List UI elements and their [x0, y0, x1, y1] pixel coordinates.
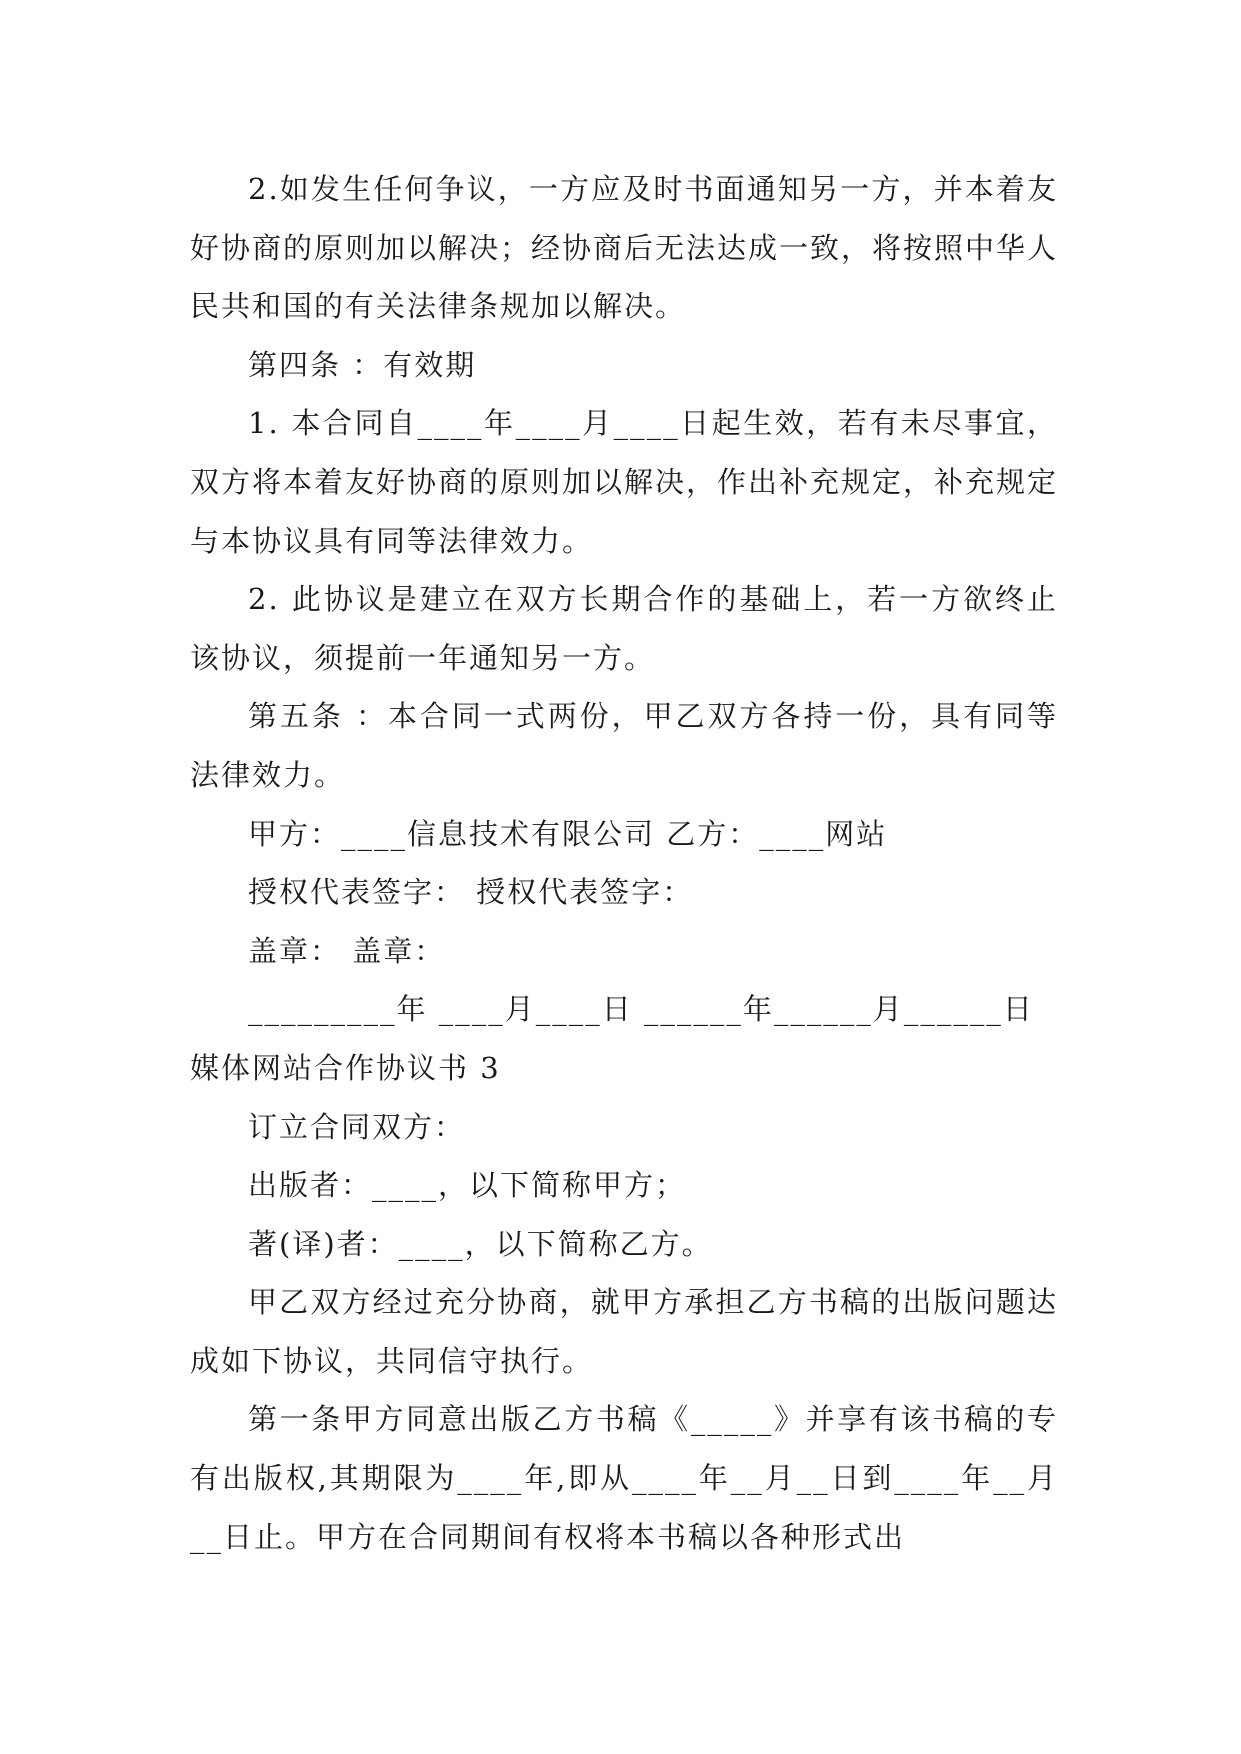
date-line: _________年 ____月____日 ______年______月______日	[248, 992, 1034, 1027]
document-body	[190, 160, 1058, 1566]
seal-line: 盖章： 盖章：	[248, 933, 446, 968]
clause-dispute-resolution: 2.如发生任何争议，一方应及时书面通知另一方，并本着友好协商的原则加以解决；经协商后无法达成一致，将按照中华人民共和国的有关法律条规加以解决。	[190, 172, 1059, 324]
clause-effective-date: 1. 本合同自____年____月____日起生效，若有未尽事宜，双方将本着友好协商的原则加以解决，作出补充规定，补充规定与本协议具有同等法律效力。	[190, 406, 1059, 558]
clause-termination-notice: 2. 此协议是建立在双方长期合作的基础上，若一方欲终止该协议，须提前一年通知另一方。	[190, 582, 1058, 675]
publisher-line: 出版者：____，以下简称甲方；	[248, 1168, 687, 1203]
signature-line: 授权代表签字： 授权代表签字：	[248, 875, 694, 910]
party-names-line: 甲方：____信息技术有限公司 乙方：____网站	[248, 816, 888, 851]
contract-parties-heading: 订立合同双方：	[248, 1109, 466, 1144]
article-1-publishing-rights: 第一条甲方同意出版乙方书稿《_____》并享有该书稿的专有出版权,其期限为____年,即从____年__月__日到____年__月__日止。甲方在合同期间有权将本书稿以各种形式出	[190, 1402, 1058, 1554]
section-title: 媒体网站合作协议书 3	[190, 1050, 501, 1085]
agreement-intro: 甲乙双方经过充分协商，就甲方承担乙方书稿的出版问题达成如下协议，共同信守执行。	[190, 1285, 1058, 1378]
author-line: 著(译)者：____，以下简称乙方。	[248, 1226, 713, 1261]
article-5-copies: 第五条 ：本合同一式两份，甲乙双方各持一份，具有同等法律效力。	[190, 699, 1058, 792]
article-4-heading: 第四条 ：有效期	[248, 347, 477, 382]
